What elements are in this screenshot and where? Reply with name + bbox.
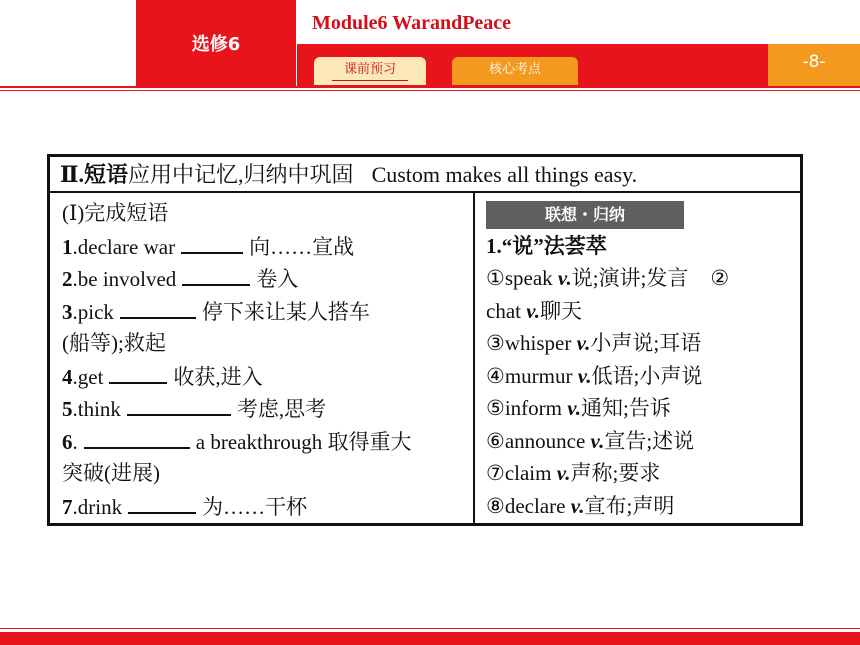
association-tag: 联想・归纳 xyxy=(486,201,684,229)
synonym-title: 1.“说”法荟萃 xyxy=(486,233,607,258)
synonym-item: ③whisper v.小声说;耳语 xyxy=(486,331,702,355)
answer-blank[interactable] xyxy=(127,392,231,416)
synonym-item: ⑤inform v.通知;告诉 xyxy=(486,396,671,420)
box-heading xyxy=(50,157,800,193)
heading-rest: 应用中记忆,归纳中巩固 xyxy=(128,162,354,187)
column-divider xyxy=(473,193,475,523)
module-title: Module6 WarandPeace xyxy=(312,12,512,34)
page-number: -8- xyxy=(802,52,826,72)
answer-blank[interactable] xyxy=(181,230,243,254)
phrase-item: 7.drink 为……干杯 xyxy=(62,490,467,523)
answer-blank[interactable] xyxy=(128,490,196,514)
synonym-column xyxy=(486,197,794,522)
header-rule xyxy=(0,86,860,88)
phrase-item: 5.think 考虑,思考 xyxy=(62,392,467,425)
phrase-exercise-column xyxy=(62,197,467,522)
content-box xyxy=(47,154,803,526)
phrase-item: 2.be involved 卷入 xyxy=(62,262,467,295)
synonym-item: ⑥announce v.宣告;述说 xyxy=(486,428,695,453)
synonym-item: ④murmur v.低语;小声说 xyxy=(486,363,703,388)
footer-bar xyxy=(0,632,860,645)
tab-key-points[interactable] xyxy=(452,57,578,85)
answer-blank[interactable] xyxy=(84,425,190,449)
answer-blank[interactable] xyxy=(120,295,196,319)
tab-preview[interactable] xyxy=(314,57,426,85)
synonym-item: ①speak v.说;演讲;发言 ② xyxy=(486,266,730,290)
answer-blank[interactable] xyxy=(109,360,167,384)
heading-bold: Ⅱ.短语 xyxy=(60,162,129,187)
synonym-item: ⑧declare v.宣布;声明 xyxy=(486,493,675,518)
answer-blank[interactable] xyxy=(182,262,250,286)
section-banner xyxy=(136,0,296,86)
tab-preview-label: 课前预习 xyxy=(343,62,396,77)
tab-active-underline xyxy=(332,80,408,81)
footer-rule xyxy=(0,628,860,629)
header-rule-thin xyxy=(0,90,860,91)
phrase-item: 3.pick 停下来让某人搭车 xyxy=(62,295,467,328)
exercise-subheading: (Ⅰ)完成短语 xyxy=(62,201,169,225)
synonym-item: ⑦claim v.声称;要求 xyxy=(486,461,661,485)
phrase-continuation: (船等);救起 xyxy=(62,331,166,355)
phrase-continuation: 突破(进展) xyxy=(62,461,160,485)
phrase-item: 6. a breakthrough 取得重大 xyxy=(62,425,467,458)
phrase-item: 1.declare war 向……宣战 xyxy=(62,230,467,263)
tab-key-points-label: 核心考点 xyxy=(488,62,541,77)
motto: Custom makes all things easy. xyxy=(371,162,638,187)
synonym-item: chat v.聊天 xyxy=(486,298,583,323)
phrase-item: 4.get 收获,进入 xyxy=(62,360,467,393)
section-label: 选修6 xyxy=(191,34,241,55)
